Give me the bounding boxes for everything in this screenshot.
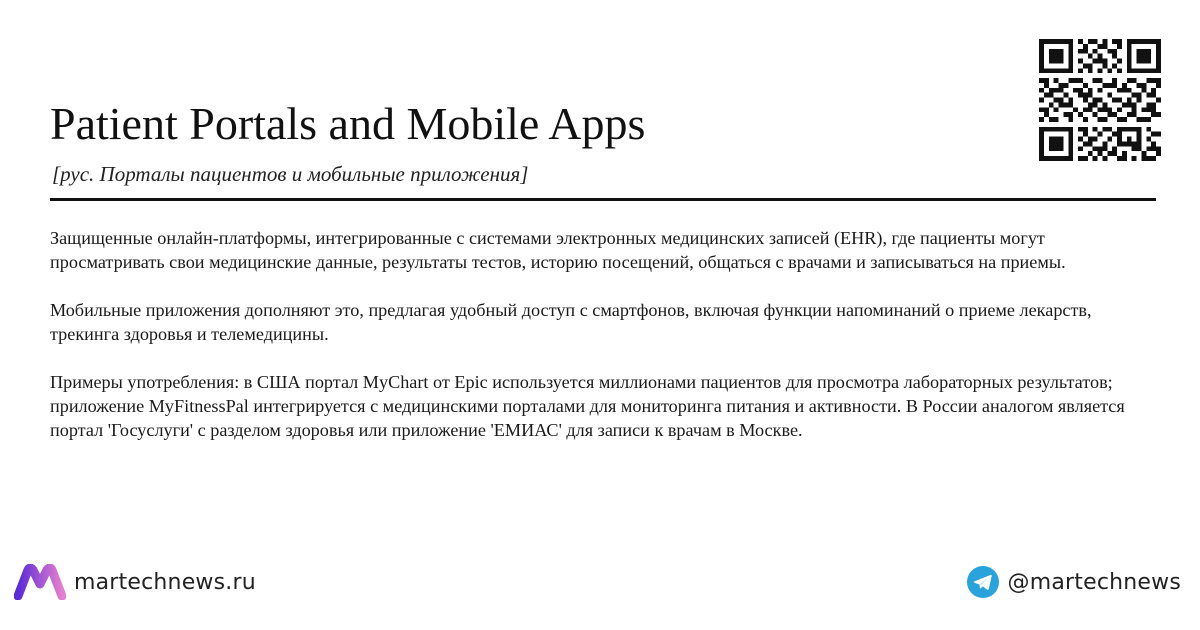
telegram-icon bbox=[967, 566, 999, 598]
page-subtitle: [рус. Порталы пациентов и мобильные приложения] bbox=[52, 162, 529, 186]
martechnews-logo-icon bbox=[14, 564, 66, 600]
page-title: Patient Portals and Mobile Apps bbox=[50, 98, 646, 149]
footer-telegram-link[interactable] bbox=[967, 562, 1182, 602]
paragraph-definition: Защищенные онлайн-платформы, интегрированные с системами электронных медицинских записей (EHR), где пациенты могут просматривать свои медицинские данные, результаты тестов, историю посещений, общаться с врачами и записываться на приемы. bbox=[50, 228, 1066, 272]
qr-code-icon bbox=[1039, 39, 1161, 161]
footer-site-link[interactable] bbox=[14, 562, 256, 602]
footer-telegram-handle: @martechnews bbox=[1007, 569, 1181, 595]
title-divider bbox=[50, 198, 1156, 201]
body-text bbox=[50, 226, 1150, 466]
paragraph-mobile-apps: Мобильные приложения дополняют это, предлагая удобный доступ с смартфонов, включая функции напоминаний о приеме лекарств, трекинга здоровья и телемедицины. bbox=[50, 300, 1092, 344]
paragraph-examples: Примеры употребления: в США портал MyChart от Epic используется миллионами пациентов для просмотра лабораторных результатов; приложение MyFitnessPal интегрируется с медицинскими порталами для мониторинга питания и активности. В России аналогом является портал 'Госуслуги' с разделом здоровья или приложение 'ЕМИАС' для записи к врачам в Москве. bbox=[50, 372, 1125, 440]
footer-site-label: martechnews.ru bbox=[74, 569, 256, 595]
